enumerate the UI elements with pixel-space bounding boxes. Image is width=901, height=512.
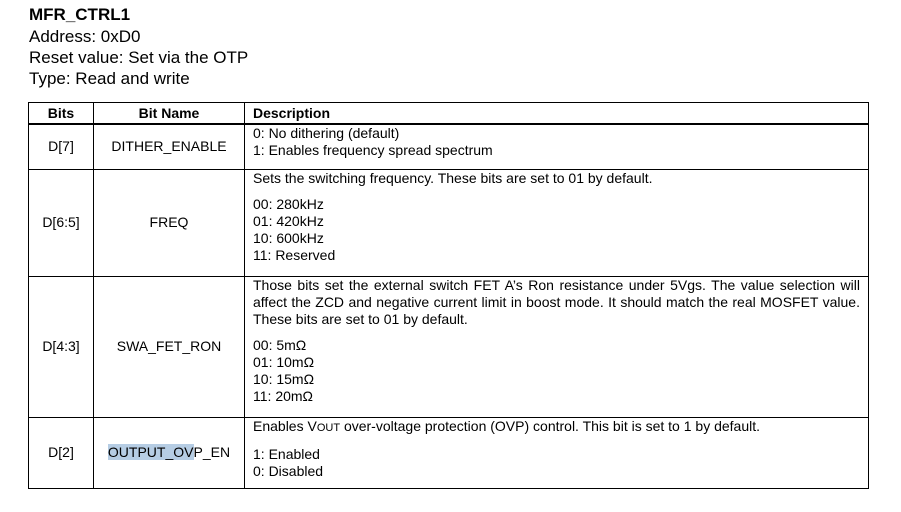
description-line: 01: 420kHz — [253, 212, 324, 229]
register-type: Type: Read and write — [29, 69, 190, 88]
description-line: 1: Enabled — [253, 445, 320, 462]
description-intro: Sets the switching frequency. These bits are set to 01 by default. — [253, 169, 653, 186]
row-bit-name — [94, 417, 245, 488]
intro-text: Enables V — [253, 417, 317, 434]
selection-highlight: OUTPUT_OV — [107, 444, 194, 460]
description-line: 0: Disabled — [253, 462, 324, 479]
register-address: Address: 0xD0 — [29, 27, 141, 46]
description-intro — [253, 418, 860, 437]
bit-name-rest: P_EN — [193, 444, 231, 460]
table-header-row — [29, 103, 869, 125]
description-intro: Those bits set the external switch FET A’s Ron resistance under 5Vgs. The value selection will affect the ZCD and negative current limit in boost mode. It should match the real MOSFET value. These bits are set to 01 by default. — [253, 276, 860, 327]
intro-text: over-voltage protection (OVP) control. This bit is set to 1 by default. — [340, 417, 761, 434]
description-line: 00: 5mΩ — [253, 336, 307, 353]
row-bit-name: DITHER_ENABLE — [94, 124, 245, 169]
description-line: 0: No dithering (default) — [253, 125, 400, 141]
row-bits: D[4:3] — [29, 276, 94, 417]
row-description — [245, 124, 869, 169]
row-bits: D[2] — [29, 417, 94, 488]
table-row — [29, 124, 869, 169]
description-line: 01: 10mΩ — [253, 353, 315, 370]
description-line: 00: 280kHz — [253, 195, 324, 212]
description-line: 11: Reserved — [253, 246, 336, 263]
header-description: Description — [245, 103, 869, 125]
register-name: MFR_CTRL1 — [29, 5, 131, 24]
register-reset-value: Reset value: Set via the OTP — [29, 48, 249, 67]
header-bits: Bits — [29, 103, 94, 125]
description-line: 11: 20mΩ — [253, 387, 314, 404]
row-bits: D[7] — [29, 124, 94, 169]
row-bits: D[6:5] — [29, 169, 94, 276]
row-bit-name: SWA_FET_RON — [94, 276, 245, 417]
table-row — [29, 169, 869, 276]
table-row — [29, 276, 869, 417]
description-line: 10: 15mΩ — [253, 370, 315, 387]
table-row — [29, 417, 869, 488]
header-bit-name: Bit Name — [94, 103, 245, 125]
vout-subscript: OUT — [316, 421, 341, 434]
row-bit-name: FREQ — [94, 169, 245, 276]
row-description — [245, 276, 869, 417]
row-description — [245, 169, 869, 276]
row-description — [245, 417, 869, 488]
description-line: 10: 600kHz — [253, 229, 324, 246]
register-header — [29, 4, 874, 89]
register-bit-table — [28, 102, 869, 489]
description-line: 1: Enables frequency spread spectrum — [253, 142, 493, 158]
